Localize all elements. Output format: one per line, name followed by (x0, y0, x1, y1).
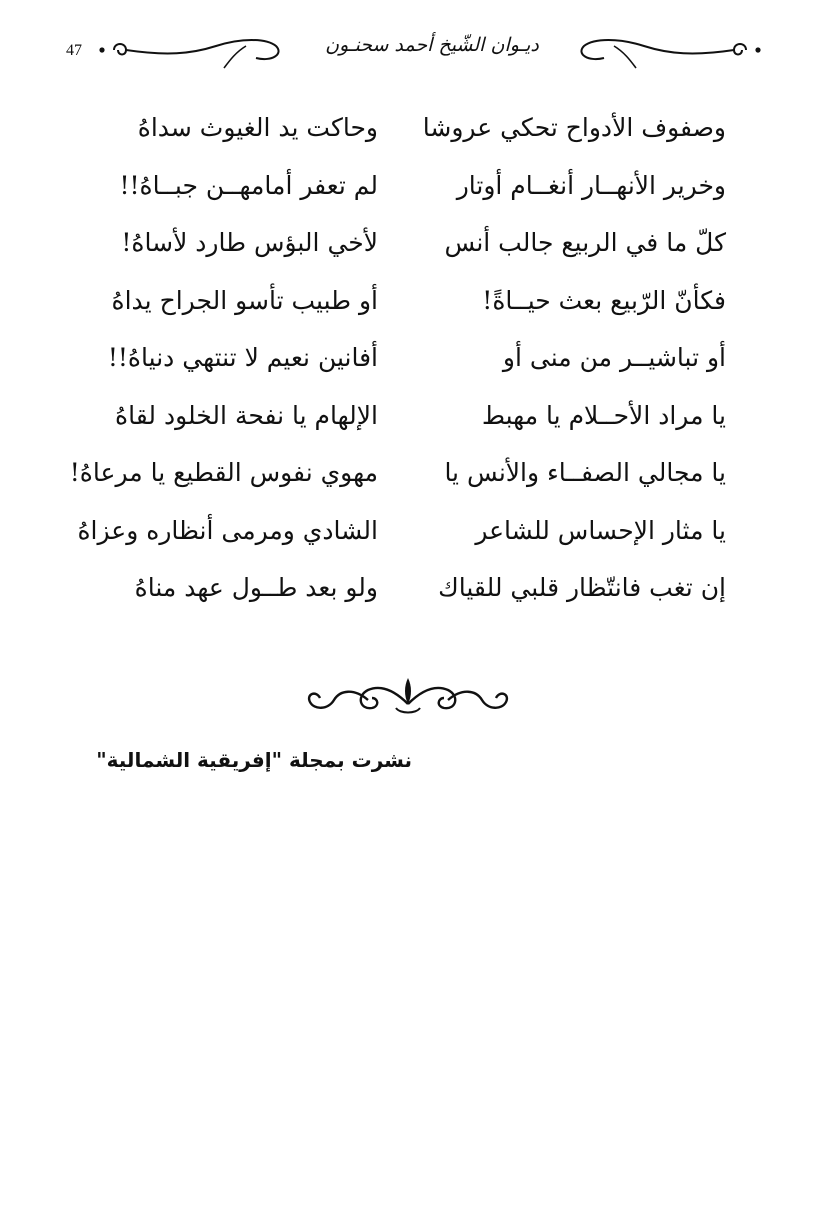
verse (77, 507, 740, 565)
publication-note: نشرت بمجلة "إفريقية الشمالية" (96, 748, 412, 772)
verse-second-hemistich: الشادي ومرمى أنظاره وعزاهُ (77, 515, 378, 545)
verse-second-hemistich: وحاكت يد الغيوث سداهُ (137, 113, 378, 142)
page-number: 47 (66, 42, 82, 59)
section-divider-ornament (300, 670, 516, 722)
verse-first-hemistich: يا مثار الإحساس للشاعر (475, 515, 726, 545)
verse-second-hemistich: لأخي البؤس طارد لأساهُ! (121, 228, 378, 257)
verse (90, 162, 740, 220)
header-right-ornament (574, 28, 764, 72)
verse-first-hemistich: أو تباشيــر من منى أو (502, 343, 726, 372)
running-title: ديـوان الشّيخ أحمد سحنـون (325, 34, 539, 56)
verse-first-hemistich: إن تغب فانتّظار قلبي للقياك (438, 573, 726, 602)
verse-first-hemistich: كلّ ما في الربيع جالب أنس (444, 228, 726, 257)
verse-first-hemistich: فكأنّ الرّبيع بعث حيــاةً! (482, 285, 726, 315)
verse-first-hemistich: وصفوف الأدواح تحكي عروشا (422, 113, 726, 142)
verse-second-hemistich: ولو بعد طــول عهد مناهُ (134, 573, 378, 602)
verse-first-hemistich: يا مراد الأحــلام يا مهبط (481, 400, 726, 430)
verse (90, 104, 740, 162)
verse-second-hemistich: لم تعفر أمامهــن جبــاهُ!! (119, 170, 378, 200)
verse (90, 277, 740, 335)
verse (90, 334, 740, 392)
verse (90, 219, 740, 277)
verse-first-hemistich: وخرير الأنهــار أنغــام أوتار (456, 170, 726, 200)
verse (69, 449, 740, 507)
verse (90, 564, 740, 622)
verse-second-hemistich: الإلهام يا نفحة الخلود لقاهُ (115, 400, 378, 430)
poem (69, 104, 740, 622)
verse-first-hemistich: يا مجالي الصفــاء والأنس يا (444, 458, 726, 487)
verse-second-hemistich: أفانين نعيم لا تنتهي دنياهُ!! (107, 343, 378, 372)
verse (90, 392, 740, 450)
verse-second-hemistich: مهوي نفوس القطيع يا مرعاهُ! (69, 458, 378, 487)
header-left-ornament (96, 28, 286, 72)
verse-second-hemistich: أو طبيب تأسو الجراح يداهُ (111, 285, 378, 315)
